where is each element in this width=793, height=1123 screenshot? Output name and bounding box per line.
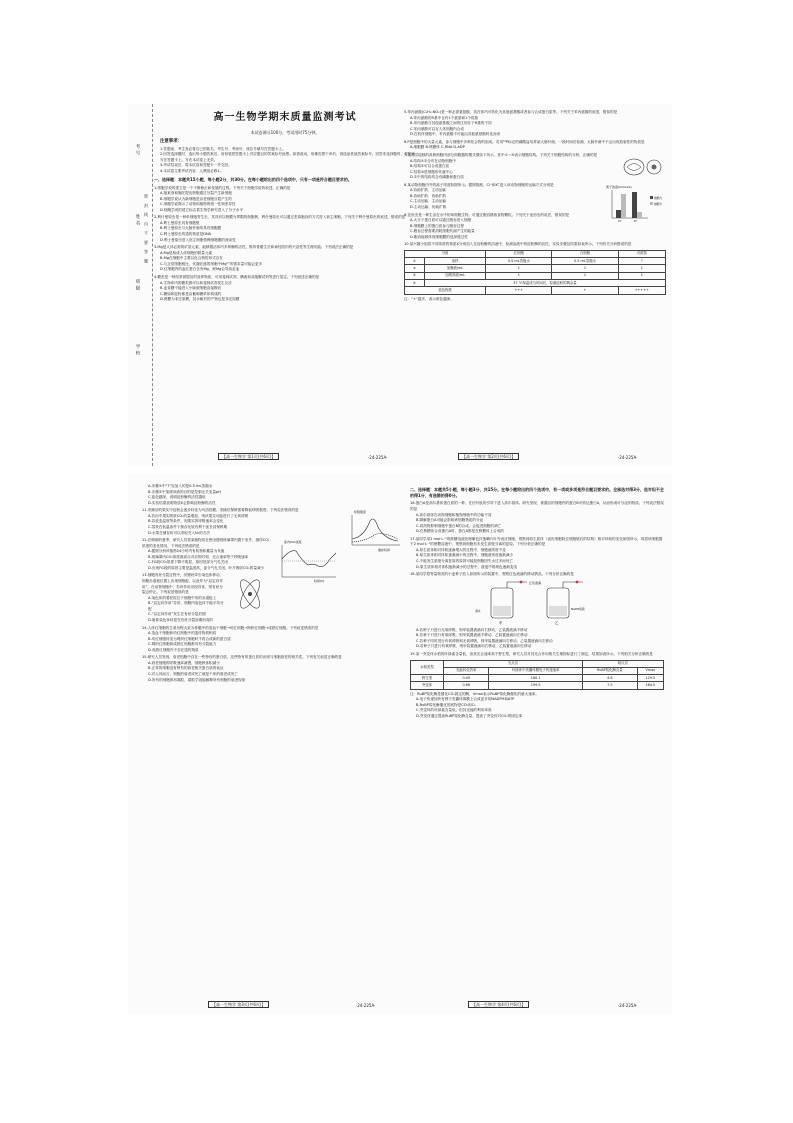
option: B.步骤②中加缓冲液的目的是控制无关变量pH: [148, 489, 221, 494]
question-2: [154, 215, 416, 243]
water-label: 清水: [475, 608, 481, 613]
table-cell: 1: [552, 272, 618, 279]
notice-item: 2.回答选择题时，选出每小题答案后，用铅笔把答题卡上对应题目的答案标号涂黑。如需改动，用橡皮擦干净后，再选涂其他答案标号。回答非选择题时，将答案写在答题卡上。写在本试卷上无效。: [160, 152, 415, 162]
page-1: [154, 108, 416, 303]
page-footer-4: [468, 1002, 529, 1008]
table-header: RuBP羧化酶含量: [582, 667, 637, 674]
page-4: [410, 484, 664, 719]
table-cell: ②: [405, 265, 425, 272]
table-row: [405, 287, 666, 294]
option: D.出现FG段的原因主要是温度高，部分气孔关闭，叶片吸收CO₂的量减少: [148, 565, 265, 570]
table-cell: ?: [618, 258, 665, 265]
notice-title: 注意事项：: [160, 138, 182, 144]
option: C.若种子同时进行有氧呼吸和无氧呼吸，则甲装置液滴向右移动，乙装置液滴向左移动: [416, 638, 553, 643]
page-code-4: ·24-225A·: [618, 1003, 638, 1008]
option: C.不能发生质壁分离复原的原因可能是细胞因失水过多而死亡: [416, 559, 514, 563]
page-code-3: ·24-225A·: [356, 1003, 376, 1008]
option: D.②中的结构均含有磷脂和蛋白质: [410, 175, 464, 180]
table-note: 注：RuBP羧化酶是催化CO₂固定的酶，Vmax表示RuBP羧化酶催化的最大速率。: [410, 691, 539, 696]
resp-ylabel: 呼吸强度: [354, 510, 367, 515]
table-cell: ③: [405, 272, 425, 279]
question-stem: 8.某动物细胞内外的离子浓度如图所示。据图推测，Cl⁻和K⁺进入该动物细胞的运输方式分别是: [404, 182, 554, 187]
option: D.主动运输、协助扩散: [410, 205, 447, 209]
option: D.实验结果表明物质X会影响淀粉酶的活性: [148, 500, 216, 505]
table-row: [405, 265, 666, 272]
device-a-label: 甲: [499, 620, 503, 625]
question-stem: 14.人体红细胞的生命历程大致为骨髓中的造血干细胞→幼红细胞→网织红细胞→成熟红细胞。下列叙述错误的是: [142, 625, 319, 630]
table-header: 光能转化效率: [444, 667, 489, 674]
exam-sheet-top: [128, 104, 672, 466]
option: C.细胞学说揭示了动物和植物的统一性和差异性: [160, 202, 236, 207]
notice-item: 3.考试结束后，将本试卷和答题卡一并交回。: [160, 163, 232, 168]
table-cell: 加缓冲液/mL: [424, 272, 485, 279]
ion-concentration-chart: [604, 184, 666, 224]
option: B.细胞膜上的蛋白质参与胞吞过程: [410, 223, 464, 228]
binding-label-name: 姓名: [135, 214, 140, 227]
naoh-label: NaOH溶液: [571, 606, 585, 611]
binding-note: 密 封 线 内 不 要 答 题: [144, 194, 149, 265]
binding-label-school: 学校: [135, 344, 140, 357]
question-14: [142, 626, 404, 654]
option: B.若种子只进行有氧呼吸，则甲装置液滴不移动，乙装置液滴向左移动: [416, 633, 528, 638]
table-cell: 1: [486, 265, 552, 272]
table-q19: [410, 660, 664, 690]
option: B.玻璃罩内CO₂浓度最高点对应的时刻，光合速率等于呼吸速率: [148, 554, 249, 559]
option: A.苯丙氨酸的R基中含有1个氨基和1个羧基: [410, 115, 479, 120]
organelle-figure: [622, 154, 666, 180]
table-row: [405, 258, 666, 265]
question-6: [404, 140, 666, 151]
ion-x-cl: Cl⁻: [618, 218, 623, 223]
table-cell: +: [552, 287, 618, 294]
section-1-header: 一、选择题：本题共15小题，每小题2分，共30分。在每小题给出的四个选项中，只有一项是符合题目要求的。: [154, 177, 352, 183]
table-row: [405, 272, 666, 279]
table-header: 红细胞: [486, 250, 552, 257]
table-cell: 1: [486, 272, 552, 279]
option: D.利士曼原虫进入宿主细胞依赖细胞膜的流动性: [160, 237, 236, 242]
option: A.利士曼原虫具有细胞壁: [160, 220, 200, 225]
option: B.麦芽糖不能进入小肠被细胞直接吸收: [160, 286, 222, 291]
page-3: [142, 484, 404, 683]
table-cell: ①: [405, 258, 425, 265]
option: D.胞吞能够体现细胞膜的选择透过性: [410, 234, 468, 239]
option: C.荔枝在低温条件下保存比较有利于延长其保鲜期: [148, 524, 228, 529]
option: C.突变体的叶绿素含量低，但其光能的利用率高: [416, 708, 492, 713]
option: D.所有的细胞都有端粒，端粒学说能解释所有细胞的衰老现象: [148, 677, 246, 682]
option: A.高尔基体在动物细胞和植物细胞中的功能不同: [416, 512, 492, 517]
option: A.细胞膜 B.核糖体 C.RNA D.ADP: [410, 145, 465, 150]
resp-xlabel: 储存时间: [378, 548, 391, 553]
question-17: [410, 537, 664, 570]
option: D.成熟红细胞内不存在遗传物质: [148, 647, 199, 652]
table-cell: 7.5: [582, 682, 637, 689]
option: A.生物体内的糖类都可以和斐林试剂发生反应: [160, 280, 232, 285]
question-stem: 4.糖类是一种经常被提及的营养物质，可用斐林试剂、碘液和双缩脲试剂等进行鉴定。下列叙述正确的是: [154, 274, 320, 279]
footer-label: 【高一生物学 第3页(共6页)】: [208, 1001, 269, 1008]
page-footer-3: [208, 1002, 269, 1008]
table-cell: 0.5 mL蒸馏水: [552, 258, 618, 265]
table-header: 光反应: [444, 660, 583, 667]
option: D.水果在储存时可以采取充入N₂的方法: [148, 530, 210, 535]
exam-meta: 本试卷满分100分，考试用时75分钟。: [250, 129, 320, 135]
table-cell: 164.5: [637, 682, 663, 689]
table-header-row: [411, 660, 664, 667]
option: B.利士曼原虫与大肠杆菌均具有细胞膜: [160, 226, 222, 231]
option: B.RuBP羧化酶催化的底物是CO₂和C₅: [416, 702, 476, 707]
page-footer-2: [458, 454, 519, 460]
table-header: 水稻类型: [411, 660, 444, 675]
section-2-header: 二、选择题：本题共5小题，每小题3分，共15分。在每小题给出的四个选项中，有一项或多项是符合题目要求的。全部选对得3分，选对但不全的得1分，有选错的得0分。: [410, 487, 664, 499]
option: B.幼红细胞转变为网织红细胞时不再合成新的蛋白质: [148, 636, 231, 641]
option: D.突变体通过提高RuBP羧化酶含量，提高了突变体对CO₂的固定率: [416, 713, 523, 718]
option: C.蓝色越深，说明淀粉酶的活性越低: [148, 495, 206, 500]
page-footer-1: [218, 454, 279, 460]
option: A.染色体的着丝粒位于细胞中央的赤道板上: [148, 595, 217, 600]
question-stem: 16.蛋白A是高尔基体蛋白质的一种，在信号肽的引导下进入高尔基体。研究发现，被激活的细胞内的蛋白B可转运蛋白A，从而形成可分泌的物质。下列说法错误的是: [410, 501, 664, 511]
table-row: [411, 675, 664, 682]
table-cell: 1: [618, 272, 665, 279]
table-header: 白细胞: [552, 250, 618, 257]
table-cell: ④: [405, 280, 425, 287]
table-note: 注：“+”越多，表示颜色越深。: [404, 296, 454, 301]
table-cell: 180.1: [489, 675, 583, 682]
device-b-label: 乙: [555, 620, 559, 625]
question-stem: 5.苯丙氨酸(C₉H₁₁NO₂)是一种必需氨基酸，其在体内可转化为其他氨基酸或者参与合成蛋白质等。下列关于苯丙氨酸的叙述，错误的是: [404, 110, 618, 114]
binding-margin: [128, 104, 153, 466]
page-2: [404, 108, 666, 302]
option: D.在核糖体合成蛋白A时，蛋白A都是在核糖体上合成的: [416, 529, 504, 534]
co2-ylabel: 室内CO₂浓度: [284, 540, 302, 545]
option: A.电子传递加快有利于类囊体薄膜上合成更多的NADPH和ATP: [416, 697, 515, 702]
question-stem: 18.某同学将等量萌发的小麦种子放入如图所示的装置中，观察红色液滴的移动情况。下列分析正确的是: [410, 572, 574, 577]
option: C.苯丙氨酸可以在人体细胞内合成: [410, 126, 464, 131]
option: C.糖原和淀粉都是由葡萄糖单体构成的: [160, 291, 222, 296]
question-5: [404, 110, 666, 138]
option: B.原生质体相对体积逐渐减小的过程中，细胞液浓度逐渐减小: [416, 553, 514, 558]
table-header-row: [411, 667, 664, 674]
option: B.正常的细胞没有特有的衰老相关蛋白质的表达: [148, 666, 224, 671]
option: A.步骤①中“?”处加入的是0.5 mL蒸馏水: [148, 484, 213, 488]
binding-label-class: 班级: [135, 279, 140, 292]
question-stem: 7.某同学绘制的真核细胞内部分细胞器的模式图如下所示，其中①～⑤表示细胞结构。下列关于细胞结构的分析，正确的是: [404, 152, 598, 157]
option: B.“双定向作用”异常，细胞内染色体不能平均分配: [148, 601, 224, 611]
table-cell: 199.5: [489, 682, 583, 689]
table-cell: 0.5 mL蒸馏水: [486, 258, 552, 265]
option: A.协助扩散、主动运输: [410, 188, 446, 193]
table-cell: 1: [618, 265, 665, 272]
option: C.FG段CO₂浓度下降不明显，原因是部分气孔关闭: [148, 560, 228, 565]
option: C.与正常细胞相比，代谢旺盛的细胞中Mg²⁺的需求量可能会更多: [160, 261, 263, 266]
option: D.蔗糖为非还原糖，其水解后的产物也是非还原糖: [160, 297, 240, 302]
option: B.苯丙氨酸与其他氨基酸之间的区别在于R基的不同: [410, 121, 492, 126]
option: C.对人体而言，细胞的衰老或死亡就是个体的衰老或死亡: [148, 672, 238, 676]
table-header: 对照管: [618, 250, 665, 257]
question-stem: 6.P是细胞中的大量元素，参与细胞中多种化合物的组成。若用³²P标记的磷酸盐培养某大肠杆菌，一段时间后检测，大肠杆菌中不会出现放射性的物质是: [404, 139, 645, 144]
page-code-1: ·24-225A·: [368, 455, 388, 460]
respiration-device-figure: [477, 580, 597, 626]
option: B.若改变温度等条件，则果实的呼吸速率会变化: [148, 519, 224, 524]
notice-item: 1.答题前，考生务必将自己的姓名、考生号、考场号、座位号填写在答题卡上。: [160, 146, 286, 151]
question-4: [154, 275, 416, 303]
question-stem: 1.细胞学说的建立是一个不断修正和发展的过程。下列关于细胞学说的叙述，正确的是: [154, 185, 291, 190]
option: C.“双定向作用”发生在有丝分裂后期: [148, 612, 206, 617]
option: C.网织红细胞和成熟红细胞都具有分裂能力: [148, 642, 217, 647]
question-7: [404, 153, 666, 181]
question-stem: 3.Mg是人体必需的矿质元素，能够激活体内多种酶的活性，维持骨骼生长和神经肌肉的兴奋性等生理功能。下列说法正确的是: [154, 245, 354, 250]
option: A.据图分析该植物24小时内有机物积累量为负值: [148, 549, 225, 554]
drop-label: 红色液滴: [529, 580, 542, 585]
binding-label-kaohao: 考号: [135, 144, 140, 157]
table-cell: 0.66: [444, 682, 489, 689]
ion-x-k: K⁺: [634, 218, 638, 223]
table-header: Vmax: [637, 667, 663, 674]
option: D.红细胞内的血红蛋白含有Mg，缺Mg会导致贫血: [160, 267, 240, 272]
table-header: 暗反应: [582, 660, 663, 667]
question-stem: 12.在晴朗的夏季，研究人员将某植物放在密闭透明玻璃罩内置于室外，测得CO₂浓度的变化情况。下列说法错误的是: [142, 538, 270, 548]
ion-legend-out: 细胞外: [654, 202, 662, 206]
footer-label: 【高一生物学 第1页(共6页)】: [218, 453, 279, 460]
respiration-chart: [344, 509, 404, 553]
table-cell: 加酶液/mL: [424, 265, 485, 272]
option: D.细胞学说的建立标志着生物学研究进入了分子水平: [160, 207, 243, 212]
question-10: [404, 242, 666, 302]
question-stem: 19.某一突变体水稻的叶绿素含量低，但其光合速率高于野生型，研究人员对其光合作用相关生理指标进行了测定，结果如表所示。下列相关分析正确的是: [410, 651, 653, 656]
question-stem: 11.采摘后的果实中淀粉会逐步转化为可溶性糖，采摘后保鲜需要降低呼吸强度。下列说法错误的是: [142, 508, 299, 513]
question-stem: 2.利什曼原虫是一种单细胞寄生虫，其具有以核膜为界限的细胞核，利什曼原虫可以通过类似胞吞的方式进入宿主细胞。下列关于利什曼原虫的叙述，错误的是: [154, 215, 406, 220]
table-header: 分组: [405, 250, 486, 257]
question-stem: 15.研究人员发现，衰老细胞中存在一些特有的蛋白质，这些特有的蛋白质的出现与细胞衰老的相关性。下列有关叙述正确的是: [142, 655, 342, 660]
table-cell: +++: [486, 287, 552, 294]
table-cell: 蓝色程度: [405, 287, 486, 294]
table-cell: +++++: [618, 287, 665, 294]
option: B.结构②可以合成蛋白质: [410, 164, 450, 169]
page-code-2: ·24-225A·: [618, 455, 638, 460]
co2-chart: [274, 539, 340, 583]
option: A.Mg是构成人体细胞的微量元素: [160, 250, 213, 255]
table-cell: 突变体: [411, 682, 444, 689]
ion-legend-in: 细胞内: [654, 196, 662, 200]
question-15: [142, 655, 404, 683]
option: D.姐妹染色单体是在有丝分裂前期形成的: [148, 617, 214, 622]
option: A.大分子蛋白质可以通过胞吞进入细胞: [410, 218, 472, 223]
option: C.主动运输、主动运输: [410, 199, 446, 204]
table-cell: 129.5: [637, 675, 663, 682]
option: B.协助扩散、协助扩散: [410, 193, 446, 198]
question-stem: 17.某同学用2 mol·L⁻¹的蔗糖溶液处理紫色洋葱鳞片叶外表皮细胞，观察到原生质体（表皮细胞除去细胞壁后的结构）相对体积的变化如图所示，再将该细胞置于2 mol·L⁻¹的蔗糖溶液中，观察到细胞有未发生质壁分离的复原。下列分析正确的是: [410, 536, 663, 547]
table-header: 叶绿体中类囊体膜电子传递速率: [489, 667, 583, 674]
option: A.施莱登和施旺提出细胞通过分裂产生新细胞: [160, 191, 232, 196]
table-cell: 加样: [424, 258, 485, 265]
question-1: [154, 186, 416, 214]
option: C.同药物抑制细胞中蛋白B的合成，会促进细胞的凋亡: [416, 523, 502, 528]
table-header-row: [405, 250, 666, 257]
option: A.若用中果实吸收CO₂的量增加，则该果实可能进行了无氧呼吸: [148, 513, 249, 518]
option: A.若种子只进行无氧呼吸，则甲装置液滴向右移动，乙装置液滴不移动: [416, 627, 528, 632]
question-stem: 10.某兴趣小组将不同浓度的物质X分别加入含淀粉酶的溶液中，检测溶液中的淀粉酶的活性，实验步骤及结果如表所示。下列有关分析错误的是: [404, 242, 632, 247]
option: A.原生质体相对体积逐渐增大的过程中，细胞液浓度不变: [416, 547, 506, 552]
question-13: [142, 573, 404, 623]
question-stem: 13.细胞有丝分裂过程中，纺锤丝牵引染色体移动，细胞赤道板位置上出现细胞板，以此作为“双定向作用”。在动物细胞中，若该作用出现异常，则有丝分裂会停止。下列叙述错误的是: [142, 573, 224, 595]
option: B.降解蛋白A可能会影响该细胞物质的分泌: [416, 518, 484, 523]
co2-xlabel: 时间(h): [314, 579, 325, 584]
question-16: [410, 501, 664, 534]
table-cell: 37 ℃保温适当时间后，检测淀粉的剩余量: [424, 280, 665, 287]
mitosis-figure: [230, 574, 270, 614]
question-3: [154, 245, 416, 273]
option: B.细胞学说认为新细胞是由老细胞分裂产生的: [160, 196, 232, 201]
question-stem: 9.变形虫是一种生活在水中的单细胞生物，可通过胞吞摄取食物颗粒。下列关于变形虫的说法，错误的是: [404, 212, 570, 217]
table-cell: 1: [552, 265, 618, 272]
option: A.造血干细胞和幼红细胞中的遗传物质相同: [148, 631, 217, 636]
footer-label: 【高一生物学 第4页(共6页)】: [468, 1001, 529, 1008]
table-row: [411, 682, 664, 689]
table-cell: 野生型: [411, 675, 444, 682]
option: C.胞吞过程需要消耗细胞代谢产生的能量: [410, 229, 475, 234]
option: C.利士曼原虫的遗传物质是DNA: [160, 232, 212, 237]
exam-title: 高一生物学期末质量监测考试: [213, 112, 357, 123]
ion-chart-title: 离子浓度(mmol/L): [606, 184, 632, 189]
option: A.衰老细胞的呼吸速率减慢，细胞核体积减小: [148, 660, 220, 665]
exam-sheet-bottom: [128, 474, 672, 1014]
table-cell: 0.49: [444, 675, 489, 682]
option: D.若种子只进行有氧呼吸，则甲装置液滴向右移动，乙装置液滴向左移动: [416, 644, 532, 649]
option: A.结构①②分布在动物细胞中: [410, 158, 456, 163]
question-19: [410, 652, 664, 719]
option: C.结构③是细胞的代谢中心: [410, 169, 453, 174]
footer-label: 【高一生物学 第2页(共6页)】: [458, 453, 519, 460]
option: B.Mg在细胞中主要以化合物的形式存在: [160, 256, 223, 261]
table-row: [405, 280, 666, 287]
option: D.在机体细胞中，苯丙氨酸不可能由其他氨基酸转化而来: [410, 132, 501, 137]
question-18: [410, 572, 664, 650]
notice-item: 4.本试卷主要考试内容：人教版必修1。: [160, 168, 224, 173]
table-q10: [404, 250, 666, 295]
table-cell: 4.6: [582, 675, 637, 682]
option: D.原生质体相对体积逐渐减小的过程中，液泡中的颜色逐渐变浅: [416, 564, 517, 569]
